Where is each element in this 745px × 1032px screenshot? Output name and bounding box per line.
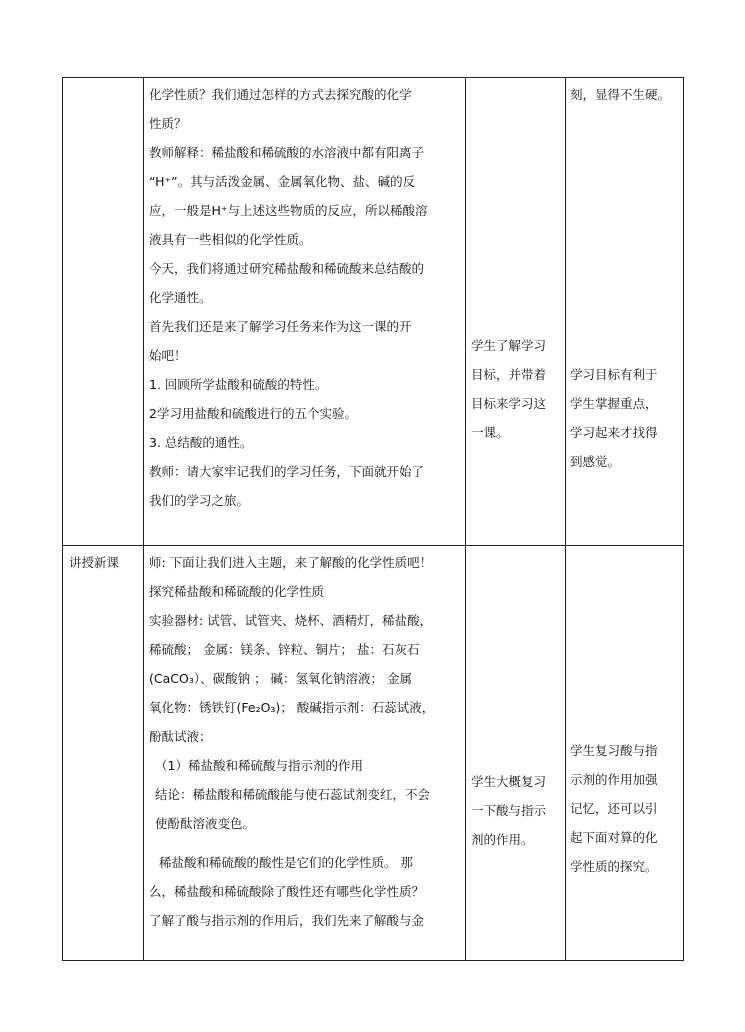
content-line: 首先我们还是来了解学习任务来作为这一课的开 — [149, 319, 412, 334]
stage-label: 讲授新课 — [69, 555, 120, 570]
intent-line: 学性质的探究。 — [570, 859, 658, 874]
content-line: 酚酞试液； — [149, 729, 212, 744]
row2-content-cell — [149, 548, 461, 935]
content-line: 化学通性。 — [149, 290, 212, 305]
content-line: 结论：稀盐酸和稀硫酸能与使石蕊试剂变红，不会 — [155, 787, 431, 802]
content-line: 了解了酸与指示剂的作用后，我们先来了解酸与金 — [149, 913, 425, 928]
content-line: 应，一般是H⁺与上述这些物质的反应，所以稀酸溶 — [149, 203, 428, 218]
content-line: 探究稀盐酸和稀硫酸的化学性质 — [149, 584, 325, 599]
student-line: 学生大概复习 — [471, 774, 547, 789]
student-line: 一课。 — [471, 425, 509, 440]
content-line: 液具有一些相似的化学性质。 — [149, 232, 312, 247]
row2-student-cell — [471, 767, 561, 854]
content-line: 使酚酞溶液变色。 — [155, 816, 256, 831]
content-line: (CaCO₃）、碳酸钠 ； 碱：氢氧化钠溶液； 金属 — [149, 671, 413, 686]
content-line: 2学习用盐酸和硫酸进行的五个实验。 — [149, 406, 357, 421]
student-line: 目标，并带着 — [471, 367, 547, 382]
content-line: 教师解释：稀盐酸和稀硫酸的水溶液中都有阳离子 — [149, 145, 425, 160]
content-line: 实验器材: 试管、试管夹、烧杯、酒精灯，稀盐酸， — [149, 613, 433, 628]
column-divider — [465, 78, 466, 960]
student-line: 剂的作用。 — [471, 832, 534, 847]
content-line: “H⁺”。其与活泼金属、金属氧化物、盐、碱的反 — [149, 174, 416, 189]
intent-line: 学生复习酸与指 — [570, 743, 658, 758]
intent-line: 示剂的作用加强 — [570, 772, 658, 787]
intent-line: 刻，显得不生硬。 — [570, 87, 671, 102]
lesson-plan-table — [62, 77, 684, 961]
student-line: 学生了解学习 — [471, 338, 547, 353]
spacer — [149, 838, 461, 848]
intent-line: 到感觉。 — [570, 454, 621, 469]
student-line: 目标来学习这 — [471, 396, 547, 411]
content-line: 化学性质？我们通过怎样的方式去探究酸的化学 — [149, 87, 412, 102]
row1-student-cell — [471, 331, 561, 447]
content-line: 氧化物：锈铁钉(Fe₂O₃)； 酸碱指示剂：石蕊试液， — [149, 700, 435, 715]
row1-intent-cell — [570, 360, 682, 476]
intent-line: 学习起来才找得 — [570, 425, 658, 440]
intent-line: 起下面对算的化 — [570, 830, 658, 845]
content-line: 么，稀盐酸和稀硫酸除了酸性还有哪些化学性质？ — [149, 884, 425, 899]
content-line: 今天，我们将通过研究稀盐酸和稀硫酸来总结酸的 — [149, 261, 425, 276]
row1-intent-top-cell — [570, 80, 682, 109]
content-line: 1. 回顾所学盐酸和硫酸的特性。 — [149, 377, 328, 392]
content-line: 我们的学习之旅。 — [149, 493, 250, 508]
intent-line: 记忆，还可以引 — [570, 801, 658, 816]
column-divider — [565, 78, 566, 960]
row2-stage-cell — [69, 548, 141, 577]
content-line: 性质？ — [149, 116, 187, 131]
row-divider — [63, 545, 683, 546]
content-line: （1）稀盐酸和稀硫酸与指示剂的作用 — [155, 758, 363, 773]
intent-line: 学习目标有利于 — [570, 367, 658, 382]
content-line: 教师：请大家牢记我们的学习任务，下面就开始了 — [149, 464, 425, 479]
row2-intent-cell — [570, 736, 682, 881]
student-line: 一下酸与指示 — [471, 803, 547, 818]
content-line: 稀盐酸和稀硫酸的酸性是它们的化学性质。 那 — [159, 855, 413, 870]
content-line: 3. 总结酸的通性。 — [149, 435, 253, 450]
content-line: 始吧！ — [149, 348, 187, 363]
intent-line: 学生掌握重点， — [570, 396, 658, 411]
column-divider — [143, 78, 144, 960]
content-line: 师: 下面让我们进入主题，来了解酸的化学性质吧！ — [149, 555, 433, 570]
row1-content-cell — [149, 80, 461, 515]
content-line: 稀硫酸； 金属：镁条、锌粒、铜片； 盐：石灰石 — [149, 642, 420, 657]
